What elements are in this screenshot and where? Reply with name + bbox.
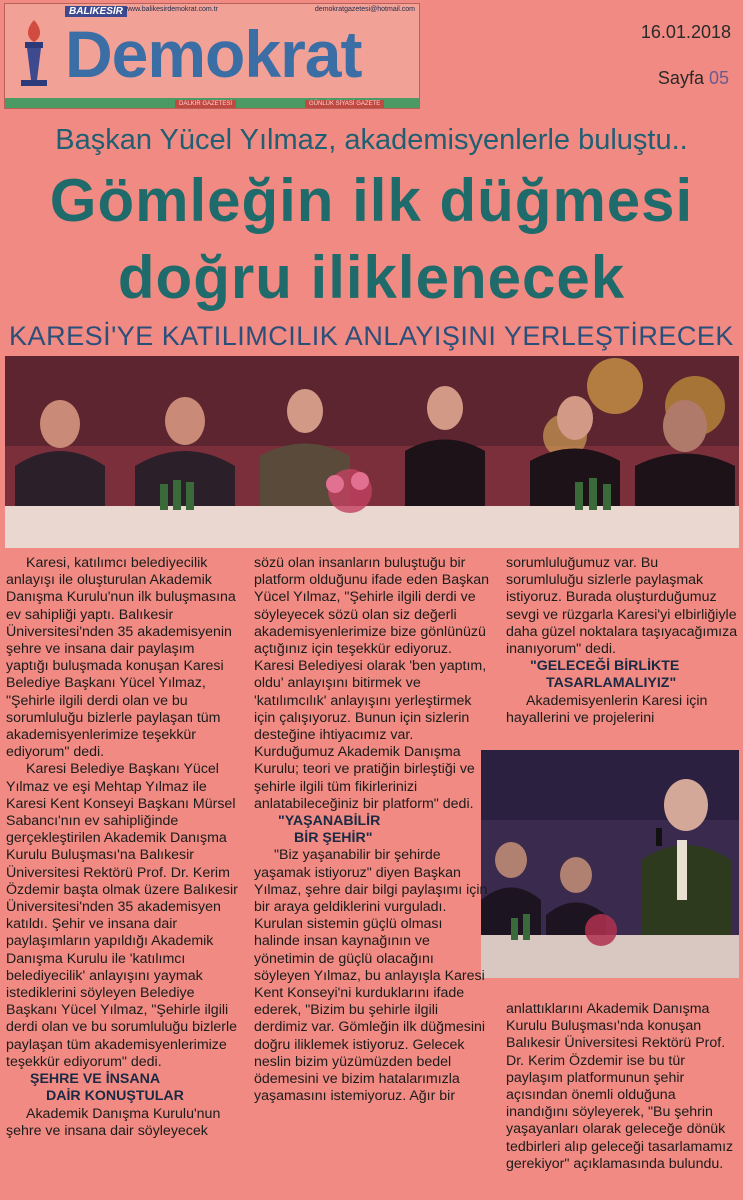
issue-date: 16.01.2018 <box>640 22 731 42</box>
subheading-2-line-1: "YAŞANABİLİR <box>278 813 381 830</box>
article-paragraph: "Biz yaşanabilir bir şehirde yaşamak istiyoruz" diyen Başkan Yılmaz, şehre dair bilgi paylaşımı için bir araya geldiklerini vurguladı. Kurulan sistemin güçlü olması halinde insan kaynağının ve yönetimin de güçlü olacağını söyleyen Yılmaz, bu anlayışla Karesi Kent Konseyi'ni kurduklarını ifade ederek, "Bizim bu şehirle ilgili derdimiz var. Gömleğin ilk düğmesini doğru iliklemek istiyoruz. Gelecek neslin bizim yüzümüzden bedel ödemesini ve bizim hatalarımızla yaşamasını istemiyoruz. Ağır bir <box>254 847 488 1105</box>
photo-speaker-illustration <box>481 750 739 978</box>
photo-panel-table <box>5 356 739 548</box>
masthead-email[interactable]: demokratgazetesi@hotmail.com <box>314 6 415 13</box>
subheading-2-line-2: BİR ŞEHİR" <box>294 830 373 847</box>
deck-subheadline: KARESİ'YE KATILIMCILIK ANLAYIŞINI YERLEŞTİRECEK <box>9 321 734 351</box>
article-paragraph: anlattıklarını Akademik Danışma Kurulu Buluşması'nda konuşan Balıkesir Üniversitesi Rektörü Prof. Dr. Kerim Özdemir ise bu tür paylaşım platformunun şehir açısından önemli olduğuna inandığını söyleyerek, "Bu şehrin yaşayanları olarak geleceğe dönük tedbirleri alıp geleceği tasarlamamız gerekiyor" açıklamasında bulundu. <box>506 1001 734 1172</box>
masthead-website[interactable]: www.balikesirdemokrat.com.tr <box>125 6 218 13</box>
article-paragraph: Karesi, katılımcı belediyecilik anlayışı ile oluşturulan Akademik Danışma Kurulu'nun ilk buluşmasına ev sahipliği yaptı. Balıkesir Üniversitesi'nden 35 akademisyenin şehre ve insana dair paylaşım yaptığı buluşmada konuşan Karesi Belediye Başkanı Yücel Yılmaz, "Şehirle ilgili derdi olan ve bu sorumluluğu bizlerle paylaşan tüm akademisyenlerimize teşekkür ediyorum" dedi. <box>6 555 236 761</box>
subheading-3-line-2: TASARLAMALIYIZ" <box>546 675 677 692</box>
article-column-3-top <box>506 555 738 727</box>
subheading-1-line-1: ŞEHRE VE İNSANA <box>30 1071 161 1088</box>
masthead-wordmark: Demokrat <box>65 17 362 91</box>
subheading-1-line-2: DAİR KONUŞTULAR <box>46 1088 184 1105</box>
headline-line-1: Gömleğin ilk düğmesi <box>49 167 694 234</box>
article-paragraph: sözü olan insanların buluştuğu bir platform olduğunu ifade eden Başkan Yücel Yılmaz, "Şehirle ilgili derdi ve söyleyecek sözü olan siz değerli akademisyenlerimize bize gönlünüzü açtığınız için teşekkür ediyoruz. Karesi Belediyesi olarak 'ben yaptım, oldu' anlayışını bitirmek ve 'katılımcılık' anlayışını yerleştirmek için çalışıyoruz. Bunun için sizlerin desteğine ihtiyacımız var. Kurduğumuz Akademik Danışma Kurulu; teori ve pratiğin birleştiği ve şehirle ilgili tüm fikirlerinizi anlatabileceğiniz bir platform" dedi. <box>254 555 490 812</box>
article-paragraph: Karesi Belediye Başkanı Yücel Yılmaz ve eşi Mehtap Yılmaz ile Karesi Kent Konseyi Başkanı Mürsel Sabancı'nın ev sahipliğinde gerçekleştirilen Akademik Danışma Kurulu Buluşması'na Balıkesir Üniversitesi Rektörü Prof. Dr. Kerim Özdemir başta olmak üzere Balıkesir Üniversitesi'nden 35 akademisyen katıldı. Şehir ve insana dair paylaşımların yapıldığı Akademik Danışma Kurulu ile 'katılımcı belediyecilik' anlayışını yaymak istediklerini söyleyen Belediye Başkanı Yücel Yılmaz, "Şehirle ilgili derdi olan ve bu sorumluluğu bizlerle paylaşan tüm akademisyenlerimize teşekkür ediyorum" dedi. <box>6 761 238 1070</box>
masthead-logo-block <box>4 3 420 109</box>
masthead-city: BALIKESİR <box>65 6 127 17</box>
article-paragraph: sorumluluğumuz var. Bu sorumluluğu sizlerle paylaşmak istiyoruz. Burada oluşturduğumuz sevgi ve rüzgarla Karesi'yi elbirliğiyle daha güzel noktalara taşıyacağımıza inanıyorum" dedi. <box>506 555 738 658</box>
article-column-1 <box>6 555 238 1140</box>
subheading-3-line-1: "GELECEĞİ BİRLİKTE <box>530 658 680 675</box>
masthead-subtitle-right: GÜNLÜK SİYASİ GAZETE <box>305 100 384 108</box>
photo-speaker <box>481 750 739 978</box>
headline-line-2: doğru iliklenecek <box>117 244 626 311</box>
article-paragraph: Akademisyenlerin Karesi için hayallerini ve projelerini <box>506 692 708 726</box>
article-column-3-bottom <box>506 1001 738 1173</box>
torch-logo-icon <box>11 18 57 88</box>
article-paragraph: Akademik Danışma Kurulu'nun şehre ve insana dair söyleyecek <box>6 1105 221 1139</box>
article-column-2 <box>254 555 490 1106</box>
masthead-subtitle-left: DALKIR GAZETESİ <box>175 100 236 108</box>
page-label: Sayfa <box>657 68 704 88</box>
page-indicator <box>658 68 729 89</box>
photo-panel-illustration <box>5 356 739 548</box>
page-number: 05 <box>708 68 729 88</box>
kicker: Başkan Yücel Yılmaz, akademisyenlerle buluştu.. <box>55 124 688 156</box>
